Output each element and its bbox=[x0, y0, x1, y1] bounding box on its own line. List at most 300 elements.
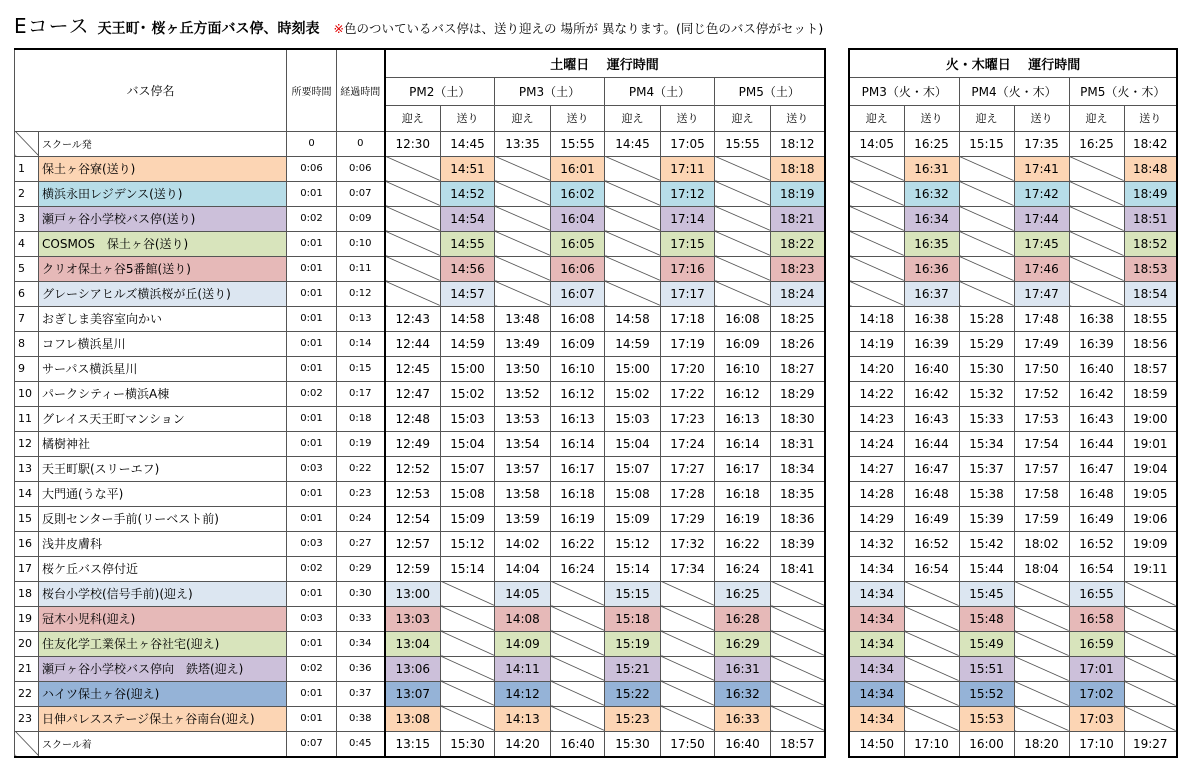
stop-name: 瀬戸ヶ谷小学校バス停向 鉄塔(迎え) bbox=[39, 656, 287, 681]
time-cell: 18:12 bbox=[771, 131, 825, 156]
time-cell: 17:49 bbox=[1014, 331, 1069, 356]
sat-dropoff-header: 送り bbox=[661, 105, 715, 131]
time-cell: 16:38 bbox=[904, 306, 959, 331]
time-cell: 14:45 bbox=[605, 131, 661, 156]
time-cell: 18:51 bbox=[1124, 206, 1177, 231]
elapsed-time: 0:15 bbox=[337, 356, 385, 381]
time-cell: 17:45 bbox=[1014, 231, 1069, 256]
time-cell: 17:54 bbox=[1014, 431, 1069, 456]
time-cell: 16:54 bbox=[904, 556, 959, 581]
elapsed-time: 0:19 bbox=[337, 431, 385, 456]
time-cell: 15:09 bbox=[441, 506, 495, 531]
tt-dropoff-header: 送り bbox=[904, 105, 959, 131]
time-cell: 15:02 bbox=[605, 381, 661, 406]
time-cell: 16:59 bbox=[1069, 631, 1124, 656]
time-cell: 16:39 bbox=[1069, 331, 1124, 356]
time-cell: 15:03 bbox=[605, 406, 661, 431]
empty-cell bbox=[771, 581, 825, 606]
elapsed-time: 0:45 bbox=[337, 731, 385, 757]
required-time: 0:03 bbox=[287, 531, 337, 556]
time-cell: 15:32 bbox=[959, 381, 1014, 406]
time-cell: 15:34 bbox=[959, 431, 1014, 456]
table-row bbox=[15, 131, 825, 156]
time-cell: 17:59 bbox=[1014, 506, 1069, 531]
time-cell: 14:22 bbox=[849, 381, 904, 406]
time-cell: 16:52 bbox=[1069, 531, 1124, 556]
stop-name: パークシティー横浜A棟 bbox=[39, 381, 287, 406]
time-cell: 16:49 bbox=[1069, 506, 1124, 531]
time-cell: 18:26 bbox=[771, 331, 825, 356]
empty-cell bbox=[1014, 681, 1069, 706]
time-cell: 17:41 bbox=[1014, 156, 1069, 181]
time-cell: 16:22 bbox=[551, 531, 605, 556]
time-cell: 16:47 bbox=[904, 456, 959, 481]
time-cell: 13:15 bbox=[385, 731, 441, 757]
empty-cell bbox=[715, 206, 771, 231]
required-time: 0:01 bbox=[287, 181, 337, 206]
time-cell: 18:55 bbox=[1124, 306, 1177, 331]
row-number bbox=[15, 731, 39, 757]
time-cell: 16:44 bbox=[1069, 431, 1124, 456]
time-cell: 12:44 bbox=[385, 331, 441, 356]
time-cell: 13:53 bbox=[495, 406, 551, 431]
empty-cell bbox=[1014, 656, 1069, 681]
time-cell: 17:03 bbox=[1069, 706, 1124, 731]
time-cell: 16:47 bbox=[1069, 456, 1124, 481]
elapsed-time: 0:27 bbox=[337, 531, 385, 556]
empty-cell bbox=[661, 706, 715, 731]
time-cell: 17:11 bbox=[661, 156, 715, 181]
table-row bbox=[15, 256, 825, 281]
time-cell: 17:57 bbox=[1014, 456, 1069, 481]
time-cell: 17:10 bbox=[1069, 731, 1124, 757]
elapsed-time: 0:17 bbox=[337, 381, 385, 406]
time-cell: 16:40 bbox=[1069, 356, 1124, 381]
table-row bbox=[15, 456, 825, 481]
stop-name-header: バス停名 bbox=[15, 49, 287, 131]
empty-cell bbox=[1014, 631, 1069, 656]
stop-name: サーパス横浜星川 bbox=[39, 356, 287, 381]
time-cell: 14:58 bbox=[605, 306, 661, 331]
time-cell: 17:18 bbox=[661, 306, 715, 331]
time-cell: 13:57 bbox=[495, 456, 551, 481]
empty-cell bbox=[904, 581, 959, 606]
tt-pickup-header: 迎え bbox=[849, 105, 904, 131]
table-row bbox=[849, 356, 1177, 381]
required-time: 0:01 bbox=[287, 306, 337, 331]
empty-cell bbox=[605, 281, 661, 306]
time-cell: 16:19 bbox=[551, 506, 605, 531]
empty-cell bbox=[551, 606, 605, 631]
note-text: 色のついているバス停は、送り迎えの 場所が 異なります。(同じ色のバス停がセット) bbox=[344, 21, 824, 36]
time-cell: 18:48 bbox=[1124, 156, 1177, 181]
time-cell: 17:15 bbox=[661, 231, 715, 256]
empty-cell bbox=[605, 231, 661, 256]
time-cell: 16:17 bbox=[551, 456, 605, 481]
time-cell: 18:52 bbox=[1124, 231, 1177, 256]
time-cell: 15:38 bbox=[959, 481, 1014, 506]
empty-cell bbox=[1069, 181, 1124, 206]
time-cell: 16:14 bbox=[551, 431, 605, 456]
time-cell: 17:42 bbox=[1014, 181, 1069, 206]
time-cell: 16:01 bbox=[551, 156, 605, 181]
row-number: 2 bbox=[15, 181, 39, 206]
table-row bbox=[849, 231, 1177, 256]
time-cell: 16:33 bbox=[715, 706, 771, 731]
time-cell: 15:39 bbox=[959, 506, 1014, 531]
time-cell: 18:34 bbox=[771, 456, 825, 481]
empty-cell bbox=[441, 631, 495, 656]
required-time: 0:01 bbox=[287, 706, 337, 731]
table-row bbox=[849, 656, 1177, 681]
time-cell: 16:25 bbox=[904, 131, 959, 156]
time-cell: 14:27 bbox=[849, 456, 904, 481]
row-number: 9 bbox=[15, 356, 39, 381]
time-cell: 16:18 bbox=[551, 481, 605, 506]
table-row bbox=[849, 206, 1177, 231]
sat-slot-3: PM4（土） bbox=[605, 77, 715, 105]
empty-cell bbox=[495, 156, 551, 181]
time-cell: 15:42 bbox=[959, 531, 1014, 556]
time-cell: 16:31 bbox=[904, 156, 959, 181]
stop-name: 桜ケ丘バス停付近 bbox=[39, 556, 287, 581]
empty-cell bbox=[715, 156, 771, 181]
time-cell: 14:20 bbox=[495, 731, 551, 757]
empty-cell bbox=[849, 156, 904, 181]
time-cell: 16:06 bbox=[551, 256, 605, 281]
time-cell: 17:28 bbox=[661, 481, 715, 506]
note-mark: ※ bbox=[333, 21, 344, 36]
time-cell: 14:57 bbox=[441, 281, 495, 306]
stop-name: スクール発 bbox=[39, 131, 287, 156]
time-cell: 14:34 bbox=[849, 656, 904, 681]
time-cell: 16:24 bbox=[551, 556, 605, 581]
time-cell: 14:18 bbox=[849, 306, 904, 331]
time-cell: 16:38 bbox=[1069, 306, 1124, 331]
time-cell: 16:14 bbox=[715, 431, 771, 456]
time-cell: 13:08 bbox=[385, 706, 441, 731]
row-number: 17 bbox=[15, 556, 39, 581]
time-cell: 15:18 bbox=[605, 606, 661, 631]
empty-cell bbox=[904, 606, 959, 631]
time-cell: 15:04 bbox=[605, 431, 661, 456]
time-cell: 15:45 bbox=[959, 581, 1014, 606]
time-cell: 17:52 bbox=[1014, 381, 1069, 406]
time-cell: 16:29 bbox=[715, 631, 771, 656]
elapsed-time: 0:33 bbox=[337, 606, 385, 631]
time-cell: 14:24 bbox=[849, 431, 904, 456]
time-cell: 16:34 bbox=[904, 206, 959, 231]
elapsed-time: 0:37 bbox=[337, 681, 385, 706]
required-time: 0:03 bbox=[287, 606, 337, 631]
time-cell: 18:19 bbox=[771, 181, 825, 206]
row-number: 12 bbox=[15, 431, 39, 456]
row-number: 18 bbox=[15, 581, 39, 606]
time-cell: 18:23 bbox=[771, 256, 825, 281]
empty-cell bbox=[441, 656, 495, 681]
time-cell: 16:55 bbox=[1069, 581, 1124, 606]
required-time: 0:01 bbox=[287, 406, 337, 431]
time-cell: 18:54 bbox=[1124, 281, 1177, 306]
tt-slot-1: PM3（火・木） bbox=[849, 77, 959, 105]
row-number: 16 bbox=[15, 531, 39, 556]
empty-cell bbox=[849, 281, 904, 306]
row-number: 4 bbox=[15, 231, 39, 256]
time-cell: 18:21 bbox=[771, 206, 825, 231]
time-cell: 16:12 bbox=[715, 381, 771, 406]
empty-cell bbox=[849, 256, 904, 281]
saturday-title: 土曜日 運行時間 bbox=[385, 49, 825, 77]
table-row bbox=[15, 656, 825, 681]
time-cell: 16:10 bbox=[715, 356, 771, 381]
time-cell: 15:07 bbox=[441, 456, 495, 481]
color-note bbox=[334, 19, 824, 37]
time-cell: 14:34 bbox=[849, 556, 904, 581]
time-cell: 14:32 bbox=[849, 531, 904, 556]
table-row bbox=[15, 181, 825, 206]
table-row bbox=[849, 131, 1177, 156]
empty-cell bbox=[1014, 581, 1069, 606]
row-number: 5 bbox=[15, 256, 39, 281]
stop-name: 反則センター手前(リーベスト前) bbox=[39, 506, 287, 531]
table-row bbox=[15, 281, 825, 306]
time-cell: 16:48 bbox=[1069, 481, 1124, 506]
empty-cell bbox=[849, 181, 904, 206]
time-cell: 13:50 bbox=[495, 356, 551, 381]
required-time-header: 所要時間 bbox=[287, 49, 337, 131]
time-cell: 16:40 bbox=[715, 731, 771, 757]
time-cell: 19:27 bbox=[1124, 731, 1177, 757]
time-cell: 12:30 bbox=[385, 131, 441, 156]
empty-cell bbox=[904, 706, 959, 731]
time-cell: 17:02 bbox=[1069, 681, 1124, 706]
empty-cell bbox=[441, 681, 495, 706]
time-cell: 18:56 bbox=[1124, 331, 1177, 356]
time-cell: 15:55 bbox=[551, 131, 605, 156]
time-cell: 12:48 bbox=[385, 406, 441, 431]
saturday-timetable bbox=[14, 48, 826, 758]
sat-pickup-header: 迎え bbox=[385, 105, 441, 131]
time-cell: 15:29 bbox=[959, 331, 1014, 356]
row-number: 11 bbox=[15, 406, 39, 431]
empty-cell bbox=[385, 181, 441, 206]
time-cell: 16:58 bbox=[1069, 606, 1124, 631]
time-cell: 14:54 bbox=[441, 206, 495, 231]
time-cell: 16:09 bbox=[551, 331, 605, 356]
time-cell: 14:58 bbox=[441, 306, 495, 331]
time-cell: 15:30 bbox=[605, 731, 661, 757]
time-cell: 16:48 bbox=[904, 481, 959, 506]
time-cell: 16:02 bbox=[551, 181, 605, 206]
empty-cell bbox=[959, 156, 1014, 181]
tt-dropoff-header: 送り bbox=[1124, 105, 1177, 131]
empty-cell bbox=[385, 256, 441, 281]
empty-cell bbox=[1069, 281, 1124, 306]
table-row bbox=[15, 731, 825, 757]
time-cell: 13:35 bbox=[495, 131, 551, 156]
empty-cell bbox=[1124, 706, 1177, 731]
sat-dropoff-header: 送り bbox=[551, 105, 605, 131]
time-cell: 14:34 bbox=[849, 681, 904, 706]
empty-cell bbox=[1124, 606, 1177, 631]
table-row bbox=[849, 481, 1177, 506]
empty-cell bbox=[771, 606, 825, 631]
time-cell: 15:08 bbox=[605, 481, 661, 506]
page-header bbox=[14, 10, 823, 40]
table-row bbox=[15, 431, 825, 456]
time-cell: 14:52 bbox=[441, 181, 495, 206]
row-number: 19 bbox=[15, 606, 39, 631]
time-cell: 16:08 bbox=[551, 306, 605, 331]
time-cell: 18:42 bbox=[1124, 131, 1177, 156]
time-cell: 15:15 bbox=[959, 131, 1014, 156]
sat-slot-1: PM2（土） bbox=[385, 77, 495, 105]
time-cell: 16:17 bbox=[715, 456, 771, 481]
time-cell: 16:04 bbox=[551, 206, 605, 231]
time-cell: 18:22 bbox=[771, 231, 825, 256]
table-row bbox=[15, 356, 825, 381]
time-cell: 16:08 bbox=[715, 306, 771, 331]
row-number: 15 bbox=[15, 506, 39, 531]
time-cell: 15:30 bbox=[959, 356, 1014, 381]
required-time: 0:07 bbox=[287, 731, 337, 757]
sat-slot-4: PM5（土） bbox=[715, 77, 825, 105]
time-cell: 17:16 bbox=[661, 256, 715, 281]
empty-cell bbox=[715, 231, 771, 256]
row-number bbox=[15, 131, 39, 156]
empty-cell bbox=[551, 581, 605, 606]
time-cell: 14:20 bbox=[849, 356, 904, 381]
time-cell: 14:59 bbox=[441, 331, 495, 356]
time-cell: 16:12 bbox=[551, 381, 605, 406]
row-number: 10 bbox=[15, 381, 39, 406]
time-cell: 12:52 bbox=[385, 456, 441, 481]
time-cell: 16:40 bbox=[904, 356, 959, 381]
empty-cell bbox=[715, 181, 771, 206]
time-cell: 15:12 bbox=[605, 531, 661, 556]
empty-cell bbox=[605, 181, 661, 206]
time-cell: 16:32 bbox=[904, 181, 959, 206]
elapsed-time: 0:10 bbox=[337, 231, 385, 256]
time-cell: 14:12 bbox=[495, 681, 551, 706]
empty-cell bbox=[661, 581, 715, 606]
empty-cell bbox=[495, 181, 551, 206]
empty-cell bbox=[661, 631, 715, 656]
table-row bbox=[849, 681, 1177, 706]
time-cell: 18:49 bbox=[1124, 181, 1177, 206]
time-cell: 14:02 bbox=[495, 531, 551, 556]
time-cell: 17:12 bbox=[661, 181, 715, 206]
time-cell: 14:09 bbox=[495, 631, 551, 656]
time-cell: 16:24 bbox=[715, 556, 771, 581]
time-cell: 15:53 bbox=[959, 706, 1014, 731]
empty-cell bbox=[441, 581, 495, 606]
time-cell: 16:19 bbox=[715, 506, 771, 531]
empty-cell bbox=[959, 231, 1014, 256]
time-cell: 18:02 bbox=[1014, 531, 1069, 556]
empty-cell bbox=[771, 656, 825, 681]
time-cell: 17:50 bbox=[1014, 356, 1069, 381]
required-time: 0:02 bbox=[287, 556, 337, 581]
empty-cell bbox=[605, 256, 661, 281]
table-row bbox=[849, 706, 1177, 731]
required-time: 0:03 bbox=[287, 456, 337, 481]
table-row bbox=[15, 506, 825, 531]
time-cell: 16:42 bbox=[904, 381, 959, 406]
time-cell: 13:59 bbox=[495, 506, 551, 531]
elapsed-time: 0:13 bbox=[337, 306, 385, 331]
elapsed-time: 0:23 bbox=[337, 481, 385, 506]
time-cell: 16:39 bbox=[904, 331, 959, 356]
empty-cell bbox=[771, 706, 825, 731]
elapsed-time: 0:14 bbox=[337, 331, 385, 356]
time-cell: 17:58 bbox=[1014, 481, 1069, 506]
empty-cell bbox=[1069, 256, 1124, 281]
stop-name: 住友化学工業保土ヶ谷社宅(迎え) bbox=[39, 631, 287, 656]
empty-cell bbox=[661, 606, 715, 631]
time-cell: 13:04 bbox=[385, 631, 441, 656]
time-cell: 17:20 bbox=[661, 356, 715, 381]
time-cell: 13:49 bbox=[495, 331, 551, 356]
row-number: 13 bbox=[15, 456, 39, 481]
time-cell: 16:49 bbox=[904, 506, 959, 531]
empty-cell bbox=[1124, 631, 1177, 656]
table-row bbox=[15, 581, 825, 606]
time-cell: 14:59 bbox=[605, 331, 661, 356]
time-cell: 14:34 bbox=[849, 581, 904, 606]
table-row bbox=[15, 631, 825, 656]
empty-cell bbox=[771, 631, 825, 656]
empty-cell bbox=[1069, 206, 1124, 231]
time-cell: 19:09 bbox=[1124, 531, 1177, 556]
stop-name: グレーシアヒルズ横浜桜が丘(送り) bbox=[39, 281, 287, 306]
time-cell: 12:54 bbox=[385, 506, 441, 531]
time-cell: 14:13 bbox=[495, 706, 551, 731]
time-cell: 13:54 bbox=[495, 431, 551, 456]
time-cell: 14:45 bbox=[441, 131, 495, 156]
time-cell: 14:55 bbox=[441, 231, 495, 256]
empty-cell bbox=[959, 281, 1014, 306]
elapsed-time: 0:34 bbox=[337, 631, 385, 656]
elapsed-time: 0 bbox=[337, 131, 385, 156]
table-row bbox=[15, 381, 825, 406]
empty-cell bbox=[1014, 606, 1069, 631]
tt-pickup-header: 迎え bbox=[959, 105, 1014, 131]
row-number: 3 bbox=[15, 206, 39, 231]
time-cell: 16:10 bbox=[551, 356, 605, 381]
time-cell: 18:57 bbox=[1124, 356, 1177, 381]
stop-name: 桜台小学校(信号手前)(迎え) bbox=[39, 581, 287, 606]
empty-cell bbox=[385, 206, 441, 231]
empty-cell bbox=[661, 656, 715, 681]
time-cell: 17:14 bbox=[661, 206, 715, 231]
time-cell: 14:29 bbox=[849, 506, 904, 531]
time-cell: 19:00 bbox=[1124, 406, 1177, 431]
time-cell: 16:52 bbox=[904, 531, 959, 556]
elapsed-time: 0:09 bbox=[337, 206, 385, 231]
row-number: 21 bbox=[15, 656, 39, 681]
time-cell: 14:08 bbox=[495, 606, 551, 631]
time-cell: 13:58 bbox=[495, 481, 551, 506]
time-cell: 12:57 bbox=[385, 531, 441, 556]
tt-slot-2: PM4（火・木） bbox=[959, 77, 1069, 105]
table-row bbox=[849, 456, 1177, 481]
stop-name: 大門通(うな平) bbox=[39, 481, 287, 506]
stop-name: 冠木小児科(迎え) bbox=[39, 606, 287, 631]
empty-cell bbox=[551, 681, 605, 706]
elapsed-time: 0:07 bbox=[337, 181, 385, 206]
required-time: 0:01 bbox=[287, 281, 337, 306]
